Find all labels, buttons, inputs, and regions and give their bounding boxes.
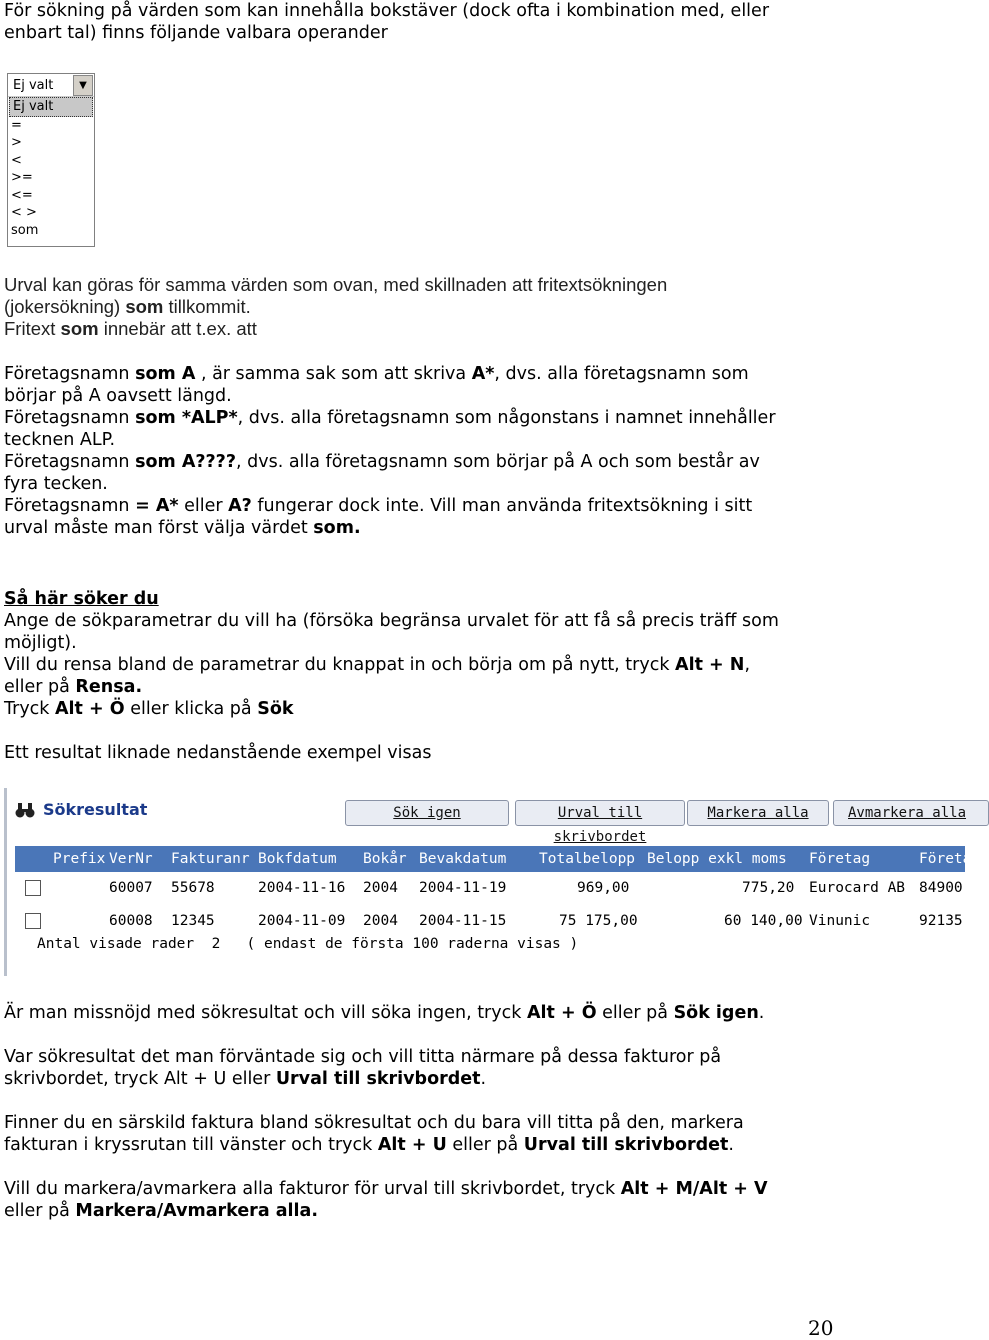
how-to-section (4, 588, 954, 764)
text-line: Ett resultat liknade nedanstående exempel visas (4, 743, 432, 763)
text-line: Urval kan göras för samma värden som ovan, med skillnaden att fritextsökningen (4, 274, 668, 295)
text-line: Ange de sökparametrar du vill ha (försöka begränsa urvalet för att få så precis träff som (4, 611, 779, 631)
select-option[interactable]: < > (11, 205, 37, 220)
table-cell: 55678 (171, 880, 215, 896)
deselect-all-button[interactable]: Avmarkera alla (833, 800, 989, 826)
column-header[interactable]: Fakturanr (171, 851, 250, 867)
text-line: Var sökresultat det man förväntade sig och vill titta närmare på dessa fakturor på (4, 1047, 722, 1067)
page-number: 20 (808, 1316, 834, 1340)
table-cell: 2004 (363, 913, 398, 929)
examples-section (4, 363, 954, 539)
table-cell: 2004-11-09 (258, 913, 346, 929)
row-checkbox[interactable] (25, 880, 41, 896)
select-option[interactable]: > (11, 135, 22, 150)
results-title: Sökresultat (43, 800, 148, 819)
after-results-section (4, 1002, 954, 1222)
table-row (15, 907, 965, 935)
column-header[interactable]: Bokfdatum (258, 851, 337, 867)
column-header[interactable]: Totalbelopp (539, 851, 636, 867)
text-line: Tryck Alt + Ö eller klicka på Sök (4, 699, 294, 719)
select-option[interactable]: Ej valt (9, 97, 93, 117)
search-results-panel (4, 788, 972, 976)
column-header[interactable]: Företa (919, 851, 972, 867)
table-cell: 2004-11-15 (419, 913, 507, 929)
table-cell: 60007 (109, 880, 153, 896)
table-cell: 969,00 (577, 880, 630, 896)
table-cell: 60 140,00 (724, 913, 803, 929)
results-table-header (15, 846, 972, 872)
text-line: fyra tecken. (4, 474, 108, 494)
text-line: Vill du rensa bland de parametrar du knappat in och börja om på nytt, tryck Alt + N, (4, 655, 751, 675)
table-cell: 2004-11-16 (258, 880, 346, 896)
table-cell: 2004-11-19 (419, 880, 507, 896)
text-line: möjligt). (4, 633, 77, 653)
search-again-button[interactable]: Sök igen (345, 800, 509, 826)
text-line: tecknen ALP. (4, 430, 116, 450)
text-line: (jokersökning) som tillkommit. (4, 296, 251, 317)
select-current-value: Ej valt (13, 78, 54, 93)
column-header[interactable]: Prefix (53, 851, 106, 867)
table-cell: 2004 (363, 880, 398, 896)
table-cell: Vinunic (809, 913, 871, 929)
select-current[interactable] (8, 74, 94, 97)
row-checkbox[interactable] (25, 913, 41, 929)
text-line: Företagsnamn som A , är samma sak som att skriva A*, dvs. alla företagsnamn som (4, 364, 749, 384)
text-line: Finner du en särskild faktura bland sökresultat och du bara vill titta på den, markera (4, 1113, 744, 1133)
table-cell: 75 175,00 (559, 913, 638, 929)
table-cell: 84900 (919, 880, 963, 896)
table-cell: 775,20 (742, 880, 795, 896)
column-header[interactable]: Företag (809, 851, 871, 867)
select-option[interactable]: < (11, 152, 22, 168)
text-line: Företagsnamn = A* eller A? fungerar dock inte. Vill man använda fritextsökning i sitt (4, 496, 753, 516)
chevron-down-icon[interactable]: ▼ (73, 75, 93, 96)
text-line: börjar på A oavsett längd. (4, 386, 232, 406)
table-cell: 12345 (171, 913, 215, 929)
text-line: eller på Rensa. (4, 677, 143, 697)
select-option[interactable]: <= (11, 187, 33, 203)
binoculars-icon (15, 801, 35, 823)
column-header[interactable]: Belopp exkl moms (647, 851, 787, 867)
selection-to-desktop-button[interactable]: Urval till skrivbordet (515, 800, 685, 826)
section-heading: Så här söker du (4, 589, 159, 609)
text-line: urval måste man först välja värdet som. (4, 518, 361, 538)
text-line: skrivbordet, tryck Alt + U eller Urval till skrivbordet. (4, 1069, 487, 1089)
text-line: Fritext som innebär att t.ex. att (4, 318, 257, 339)
text-line: Vill du markera/avmarkera alla fakturor för urval till skrivbordet, tryck Alt + M/Alt + V (4, 1179, 768, 1199)
table-row (15, 874, 965, 902)
results-footer: Antal visade rader 2 ( endast de första 100 raderna visas ) (37, 936, 579, 952)
text-line: eller på Markera/Avmarkera alla. (4, 1201, 318, 1221)
select-all-button[interactable]: Markera alla (687, 800, 829, 826)
text-line: Företagsnamn som *ALP*, dvs. alla företagsnamn som någonstans i namnet innehåller (4, 408, 776, 428)
select-option[interactable]: = (11, 117, 22, 133)
column-header[interactable]: Bevakdatum (419, 851, 507, 867)
text-line: Företagsnamn som A????, dvs. alla företagsnamn som börjar på A och som består av (4, 452, 760, 472)
intro-paragraph: För sökning på värden som kan innehålla bokstäver (dock ofta i kombination med, eller enbart tal) finns följande valbara operander (4, 1, 770, 43)
column-header[interactable]: VerNr (109, 851, 153, 867)
operator-select[interactable] (7, 73, 95, 247)
select-option[interactable]: >= (11, 170, 33, 185)
text-line: fakturan i kryssrutan till vänster och tryck Alt + U eller på Urval till skrivbordet. (4, 1135, 734, 1155)
table-cell: 60008 (109, 913, 153, 929)
select-option[interactable]: som (11, 222, 39, 238)
table-cell: Eurocard AB (809, 880, 906, 896)
table-cell: 92135 (919, 913, 963, 929)
text-line: Är man missnöjd med sökresultat och vill söka ingen, tryck Alt + Ö eller på Sök igen. (4, 1003, 765, 1023)
column-header[interactable]: Bokår (363, 851, 407, 867)
fritext-section (4, 274, 954, 340)
